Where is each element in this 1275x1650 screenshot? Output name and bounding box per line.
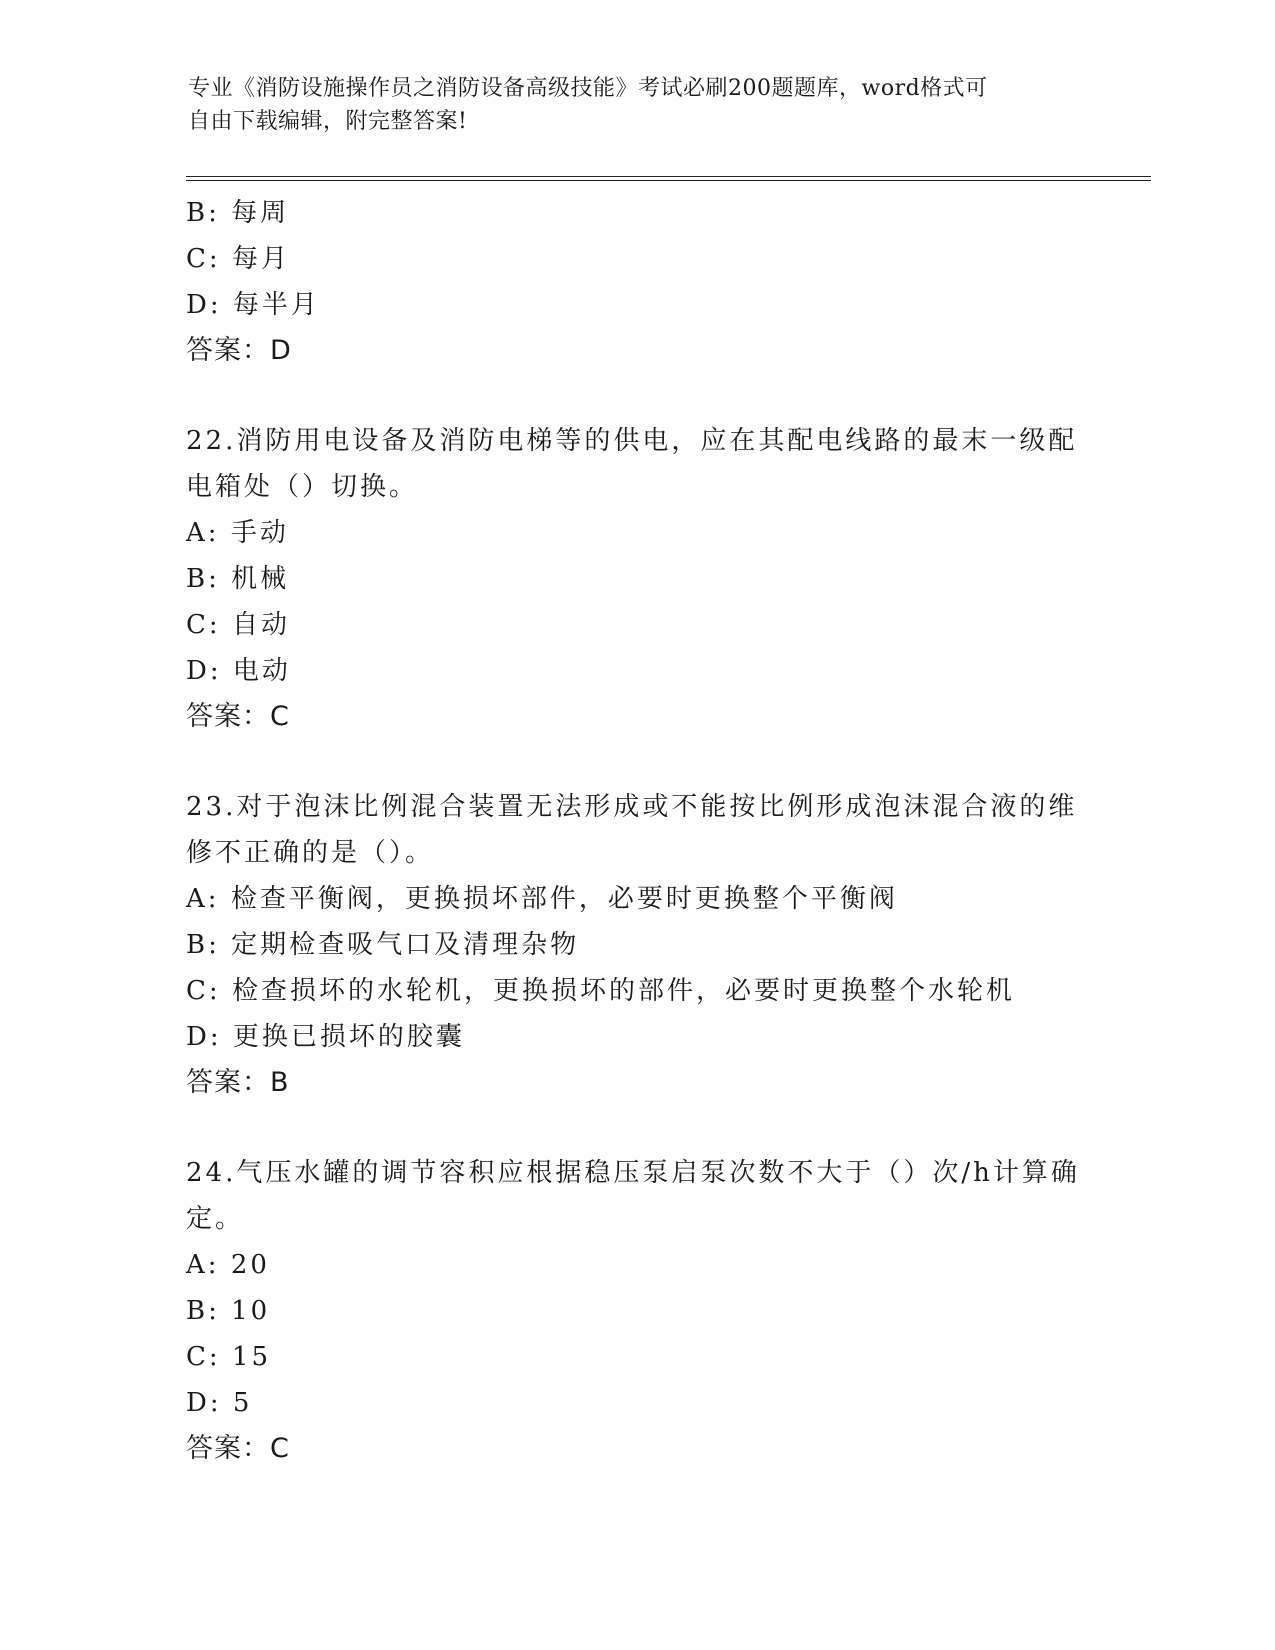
header-line-2: 自由下载编辑，附完整答案! <box>188 109 468 134</box>
option-c <box>186 236 1086 282</box>
question-text: 消防用电设备及消防电梯等的供电，应在其配电线路的最末一级配电箱处（）切换。 <box>186 426 1078 502</box>
option-d <box>186 1380 1086 1426</box>
option-separator: : <box>209 290 233 320</box>
header-divider <box>186 176 1151 181</box>
option-key: D <box>186 1388 210 1418</box>
option-key: D <box>186 656 210 686</box>
option-c <box>186 968 1086 1014</box>
option-text: 每月 <box>231 244 290 274</box>
option-c <box>186 602 1086 648</box>
option-text: 电动 <box>232 656 291 686</box>
option-key: C <box>186 1342 209 1372</box>
option-text: 每半月 <box>232 290 320 320</box>
option-text: 更换已损坏的胶囊 <box>232 1022 465 1052</box>
question-number: 22. <box>186 426 237 456</box>
option-a <box>186 876 1086 922</box>
option-key: C <box>186 976 209 1006</box>
option-key: C <box>186 610 209 640</box>
option-text: 5 <box>232 1388 253 1418</box>
option-separator: : <box>208 610 232 640</box>
option-key: B <box>186 198 209 228</box>
option-text: 15 <box>231 1342 272 1372</box>
option-key: A <box>186 518 208 548</box>
option-d <box>186 282 1086 328</box>
question-22 <box>186 418 1086 740</box>
option-separator: : <box>208 930 232 960</box>
option-separator: : <box>209 1022 233 1052</box>
option-separator: : <box>207 1250 231 1280</box>
option-separator: : <box>208 1296 232 1326</box>
question-stem <box>186 418 1086 510</box>
answer-line: 答案：D <box>186 335 292 366</box>
option-b <box>186 190 1086 236</box>
question-content <box>186 190 1086 1472</box>
answer-line: 答案：B <box>186 1067 290 1098</box>
question-stem <box>186 784 1086 876</box>
option-a <box>186 510 1086 556</box>
question-number: 24. <box>186 1158 237 1188</box>
header-line-1: 专业《消防设施操作员之消防设备高级技能》考试必刷200题题库，word格式可 <box>188 76 988 101</box>
option-key: D <box>186 290 210 320</box>
question-24 <box>186 1150 1086 1472</box>
option-separator: : <box>208 564 232 594</box>
option-text: 定期检查吸气口及清理杂物 <box>231 930 580 960</box>
option-text: 手动 <box>230 518 289 548</box>
option-text: 机械 <box>231 564 290 594</box>
option-separator: : <box>208 1342 232 1372</box>
option-separator: : <box>209 656 233 686</box>
option-separator: : <box>208 198 232 228</box>
option-key: C <box>186 244 209 274</box>
option-text: 检查损坏的水轮机，更换损坏的部件，必要时更换整个水轮机 <box>231 976 1015 1006</box>
question-text: 气压水罐的调节容积应根据稳压泵启泵次数不大于（）次/h计算确定。 <box>186 1158 1080 1234</box>
option-c <box>186 1334 1086 1380</box>
option-separator: : <box>207 518 231 548</box>
option-text: 20 <box>230 1250 270 1280</box>
option-text: 自动 <box>231 610 290 640</box>
question-21-continuation <box>186 190 1086 374</box>
option-d <box>186 648 1086 694</box>
document-header <box>188 72 1088 138</box>
question-23 <box>186 784 1086 1106</box>
option-b <box>186 556 1086 602</box>
option-b <box>186 1288 1086 1334</box>
option-d <box>186 1014 1086 1060</box>
question-text: 对于泡沫比例混合装置无法形成或不能按比例形成泡沫混合液的维修不正确的是（）。 <box>186 792 1078 868</box>
question-number: 23. <box>186 792 237 822</box>
option-separator: : <box>208 244 232 274</box>
option-text: 检查平衡阀，更换损坏部件，必要时更换整个平衡阀 <box>230 884 898 914</box>
option-a <box>186 1242 1086 1288</box>
answer-line: 答案：C <box>186 701 290 732</box>
option-b <box>186 922 1086 968</box>
option-key: A <box>186 884 208 914</box>
option-text: 10 <box>231 1296 271 1326</box>
option-separator: : <box>207 884 231 914</box>
option-text: 每周 <box>231 198 290 228</box>
question-stem <box>186 1150 1086 1242</box>
option-key: B <box>186 930 209 960</box>
option-key: D <box>186 1022 210 1052</box>
answer-line: 答案：C <box>186 1433 290 1464</box>
option-separator: : <box>208 976 232 1006</box>
option-separator: : <box>209 1388 233 1418</box>
option-key: A <box>186 1250 208 1280</box>
option-key: B <box>186 564 209 594</box>
option-key: B <box>186 1296 209 1326</box>
